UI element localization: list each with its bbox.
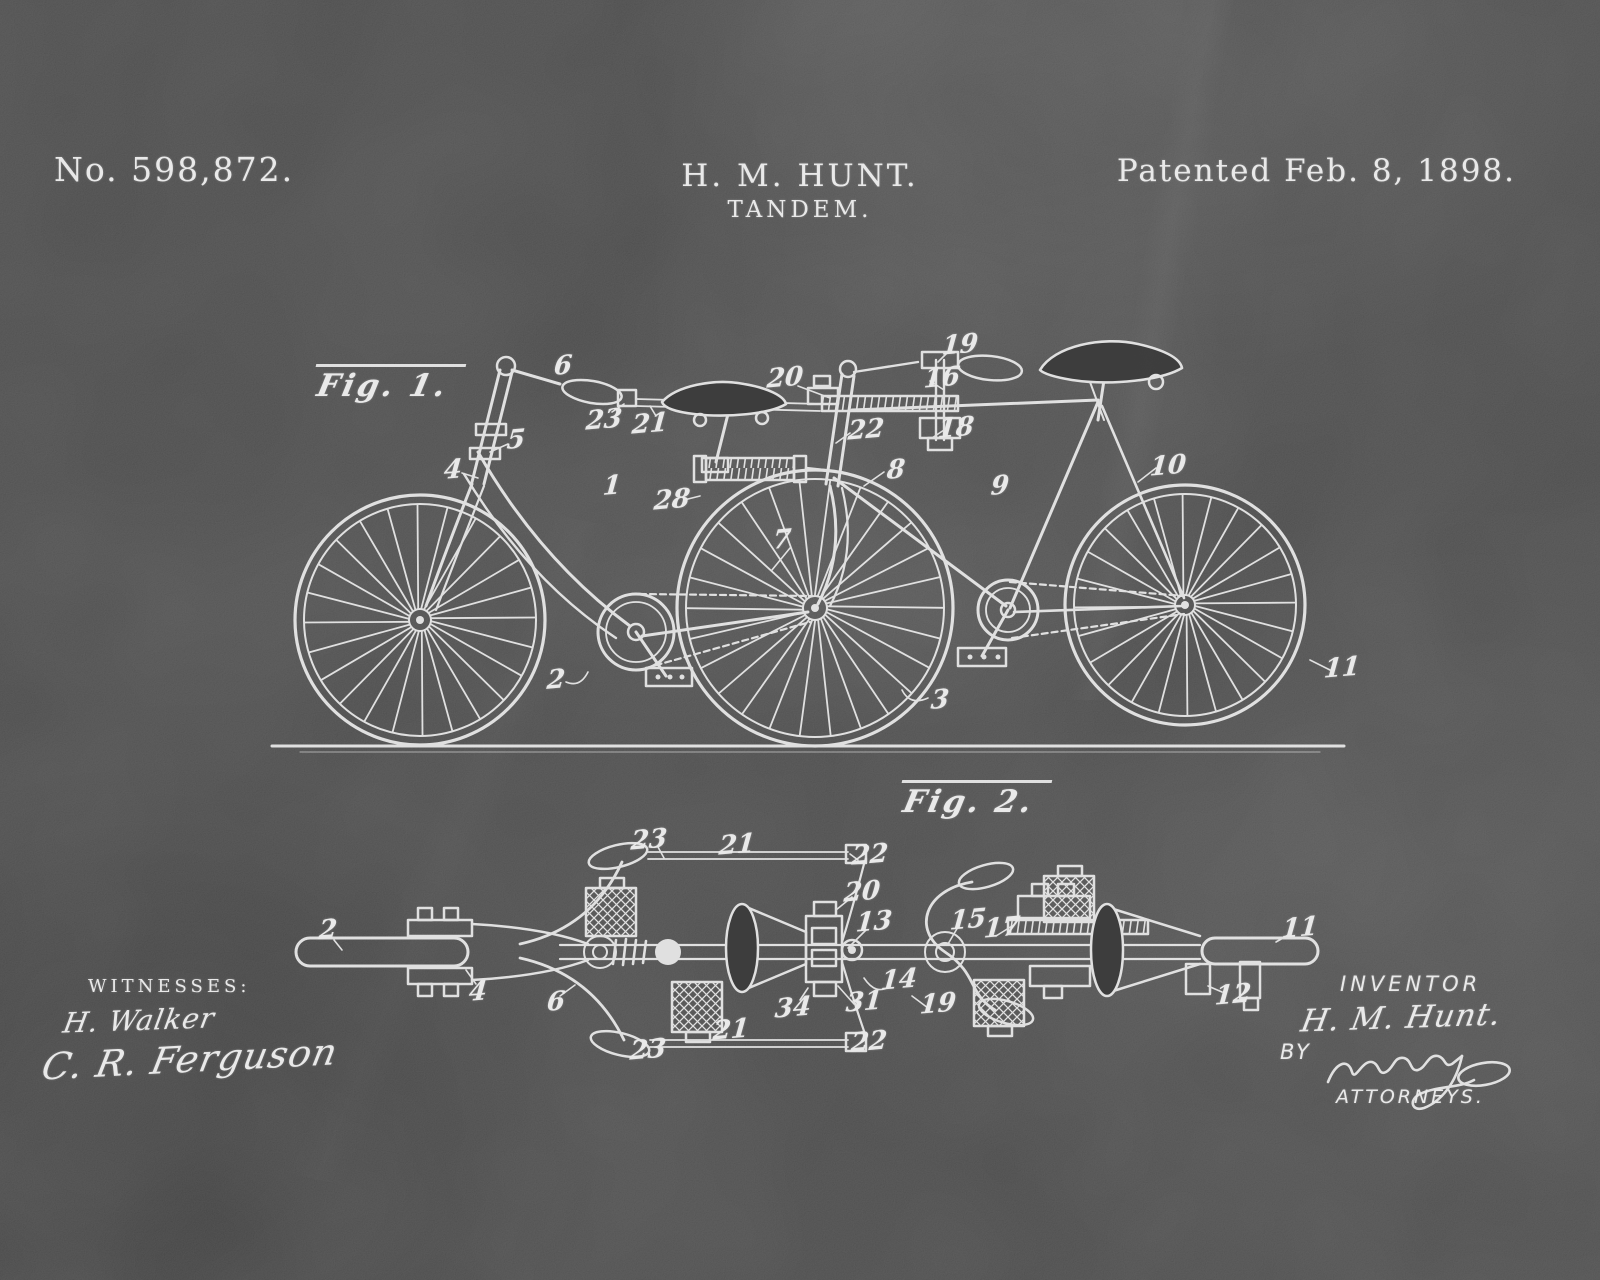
front-wheel	[295, 495, 545, 745]
part-label-9: 9	[989, 470, 1011, 502]
part-label-21: 21	[717, 828, 757, 862]
rear-crank	[958, 580, 1184, 666]
fork-clamp-plan	[408, 908, 681, 996]
patent-number: No. 598,872.	[54, 150, 295, 189]
front-seat-post	[716, 414, 728, 462]
part-label-1: 1	[601, 470, 623, 502]
part-label-22: 22	[846, 413, 886, 447]
part-label-23: 23	[628, 1033, 668, 1067]
rear-wheel	[1065, 485, 1305, 725]
witness-signature-2: C. R. Ferguson	[38, 1030, 342, 1089]
inventor-signature: H. M. Hunt.	[1298, 996, 1505, 1040]
part-label-21: 21	[630, 407, 670, 441]
part-label-6: 6	[545, 986, 567, 1018]
centre-saddle-plan	[726, 902, 862, 996]
attorneys-label: ATTORNEYS.	[1336, 1086, 1485, 1108]
middle-wheel	[677, 470, 953, 746]
part-label-7: 7	[771, 524, 793, 556]
part-label-23: 23	[629, 823, 669, 857]
part-label-15: 15	[948, 903, 988, 937]
rear-saddle-plan	[1091, 904, 1200, 996]
rear-bicycle-frame	[808, 341, 1184, 666]
part-label-6: 6	[552, 350, 574, 382]
spring-coil-plan	[613, 939, 646, 965]
part-label-19: 19	[918, 987, 958, 1021]
part-label-18: 18	[936, 411, 976, 445]
inventor-name-title: H. M. HUNT.	[681, 158, 919, 194]
part-label-21: 21	[711, 1013, 751, 1047]
part-label-2: 2	[545, 664, 567, 696]
part-label-11: 11	[1322, 651, 1362, 685]
figure1-caption: Fig. 1.	[308, 364, 467, 404]
part-label-20: 20	[765, 361, 805, 395]
part-label-13: 13	[854, 905, 894, 939]
part-label-22: 22	[849, 1025, 889, 1059]
part-label-2: 2	[317, 914, 339, 946]
by-label: BY	[1280, 1040, 1311, 1064]
part-label-20: 20	[842, 875, 882, 909]
witness-signature-1: H. Walker	[60, 1001, 218, 1040]
part-label-4: 4	[442, 454, 464, 486]
curved-bar-lower	[520, 958, 624, 1040]
part-label-4: 4	[467, 976, 489, 1008]
rear-seat-tube	[1010, 402, 1098, 608]
part-label-23: 23	[584, 403, 624, 437]
front-chainstay	[642, 612, 808, 636]
part-label-3: 3	[929, 684, 951, 716]
part-label-28: 28	[652, 483, 692, 517]
fig2-drawing	[296, 838, 1318, 1062]
part-label-31: 31	[844, 985, 884, 1019]
part-label-12: 12	[1213, 978, 1253, 1012]
part-label-19: 19	[940, 328, 980, 362]
part-label-17: 17	[982, 911, 1022, 945]
part-label-11: 11	[1280, 911, 1320, 945]
patent-date: Patented Feb. 8, 1898.	[1116, 153, 1516, 189]
part-label-5: 5	[505, 424, 527, 456]
part-label-14: 14	[879, 963, 919, 997]
part-label-10: 10	[1148, 449, 1188, 483]
inventor-label: INVENTOR	[1340, 972, 1482, 996]
rear-seat-stay	[1102, 406, 1184, 598]
part-label-8: 8	[885, 454, 907, 486]
part-label-34: 34	[773, 991, 813, 1025]
part-label-16: 16	[922, 361, 962, 395]
witnesses-label: WITNESSES:	[88, 976, 251, 997]
figure2-caption: Fig. 2.	[894, 780, 1053, 820]
part-label-22: 22	[850, 838, 890, 872]
invention-title: TANDEM.	[727, 197, 873, 223]
